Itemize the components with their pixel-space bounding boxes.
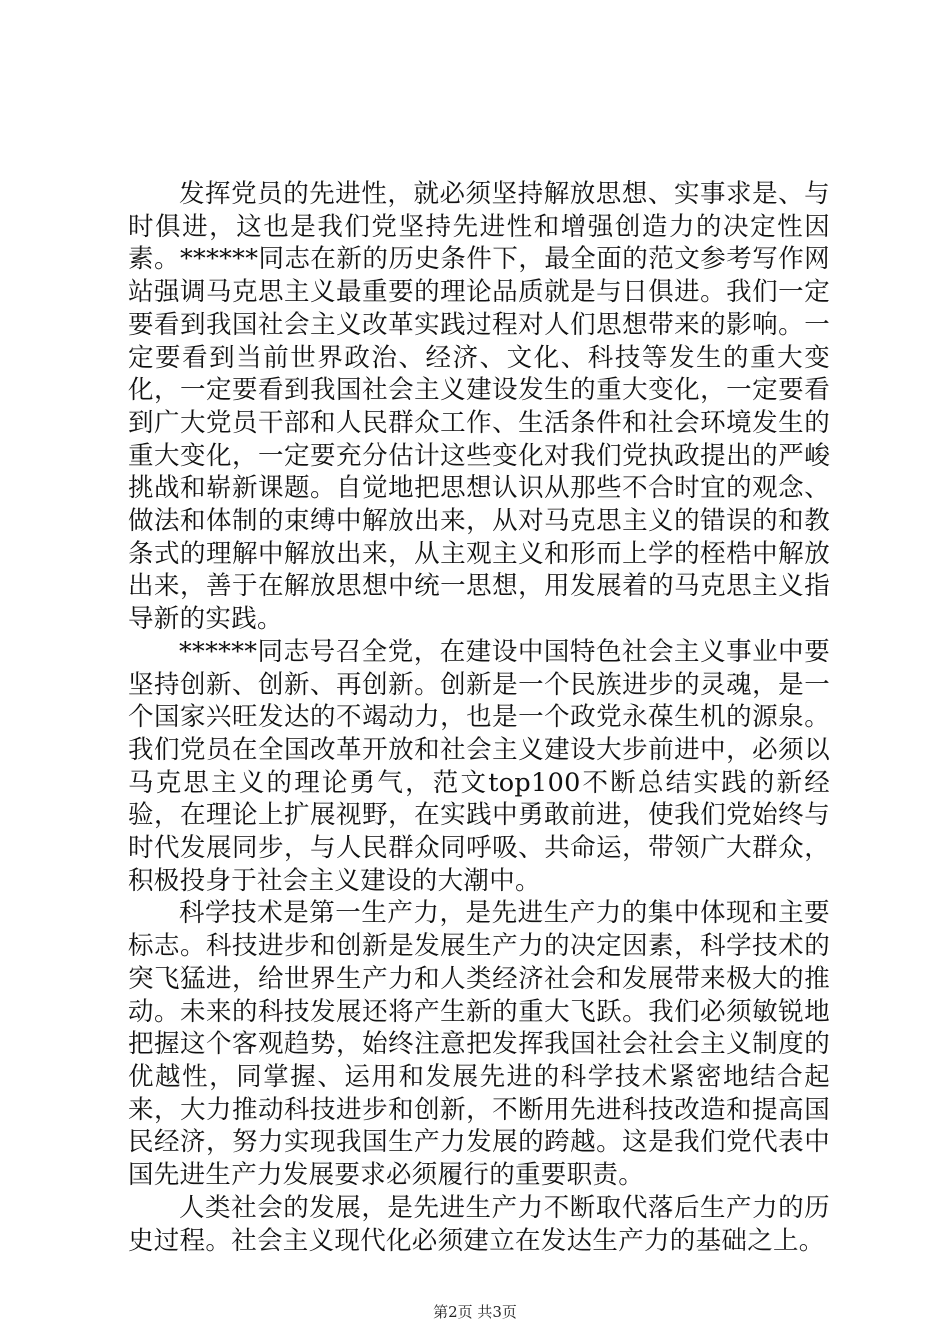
paragraph-3: 科学技术是第一生产力，是先进生产力的集中体现和主要标志。科技进步和创新是发展生产力的决定因素，科学技术的突飞猛进，给世界生产力和人类经济社会和发展带来极大的推动。未来的科技发展还将产生新的重大飞跃。我们必须敏锐地把握这个客观趋势，始终注意把发挥我国社会社会主义制度的优越性，同掌握、运用和发展先进的科学技术紧密地结合起来，大力推动科技进步和创新，不断用先进科技改造和提高国民经济，努力实现我国生产力发展的跨越。这是我们党代表中国先进生产力发展要求必须履行的重要职责。 <box>128 898 830 1191</box>
paragraph-1: 发挥党员的先进性，就必须坚持解放思想、实事求是、与时俱进，这也是我们党坚持先进性和增强创造力的决定性因素。******同志在新的历史条件下，最全面的范文参考写作网站强调马克思主义最重要的理论品质就是与日俱进。我们一定要看到我国社会主义改革实践过程对人们思想带来的影响。一定要看到当前世界政治、经济、文化、科技等发生的重大变化，一定要看到我国社会主义建设发生的重大变化，一定要看到广大党员干部和人民群众工作、生活条件和社会环境发生的重大变化，一定要充分估计这些变化对我们党执政提出的严峻挑战和崭新课题。自觉地把思想认识从那些不合时宜的观念、做法和体制的束缚中解放出来，从对马克思主义的错误的和教条式的理解中解放出来，从主观主义和形而上学的桎梏中解放出来，善于在解放思想中统一思想，用发展着的马克思主义指导新的实践。 <box>128 179 830 635</box>
page-number-footer: 第2页 共3页 <box>433 1303 517 1321</box>
paragraph-2: ******同志号召全党，在建设中国特色社会主义事业中要坚持创新、创新、再创新。创新是一个民族进步的灵魂，是一个国家兴旺发达的不竭动力，也是一个政党永葆生机的源泉。我们党员在全国改革开放和社会主义建设大步前进中，必须以马克思主义的理论勇气，范文top100不断总结实践的新经验，在理论上扩展视野，在实践中勇敢前进，使我们党始终与时代发展同步，与人民群众同呼吸、共命运，带领广大群众，积极投身于社会主义建设的大潮中。 <box>128 636 830 896</box>
paragraph-4: 人类社会的发展，是先进生产力不断取代落后生产力的历史过程。社会主义现代化必须建立在发达生产力的基础之上。 <box>128 1192 830 1256</box>
document-body <box>128 178 830 1257</box>
